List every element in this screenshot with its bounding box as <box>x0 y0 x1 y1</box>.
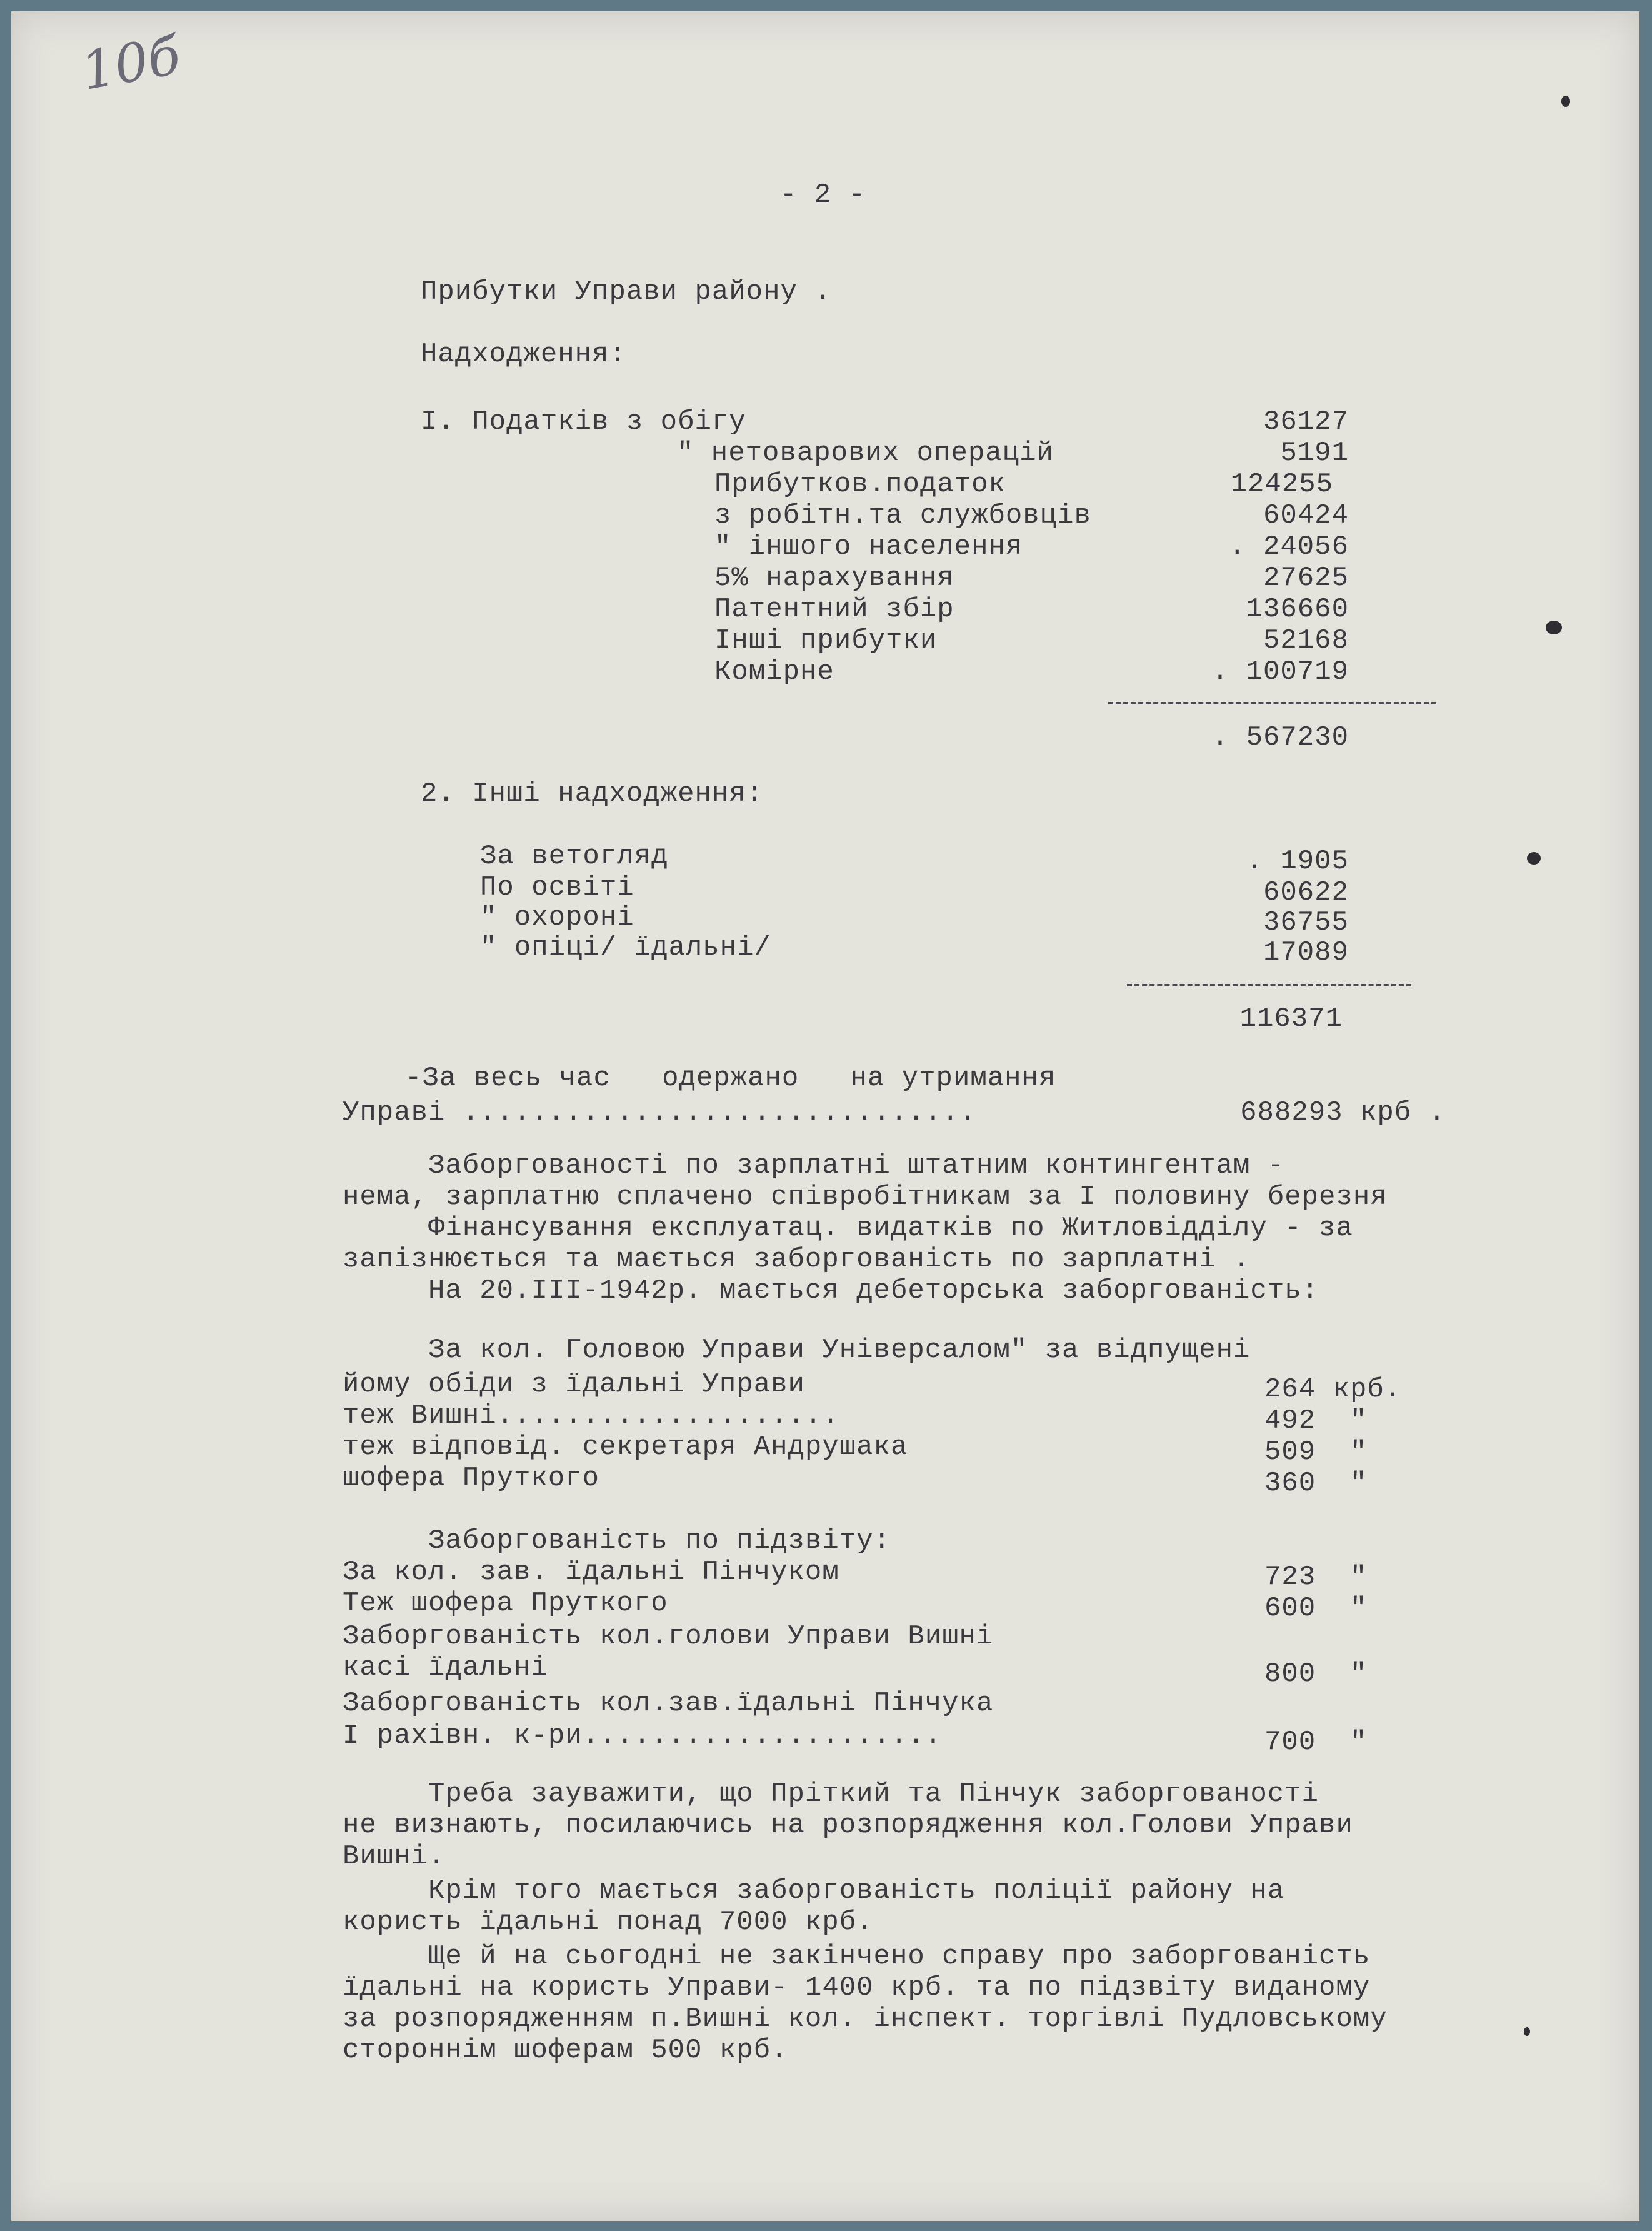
income-item-label: " іншого населення <box>714 531 1023 563</box>
income-item-value: . 24056 <box>1229 531 1349 563</box>
paper-speck <box>1561 96 1570 107</box>
income-item-value: 27625 <box>1263 563 1349 594</box>
summary-amount: 688293 крб . <box>1240 1097 1446 1128</box>
paragraph-line: Вишні. <box>343 1841 446 1872</box>
section-2-heading: 2. Інші надходження: <box>421 778 764 810</box>
income-item-value: 60622 <box>1263 877 1349 908</box>
debt-item-value: 723 " <box>1264 1562 1368 1593</box>
debt-item-label: Заборгованість кол.голови Управи Вишні <box>343 1621 994 1652</box>
paragraph-line: Фінансування експлуатац. видатків по Житловідділу - за <box>343 1213 1353 1244</box>
paragraph-line: нема, зарплатню сплачено співробітникам за І половину березня <box>343 1181 1388 1213</box>
income-item-value: . 100719 <box>1211 656 1349 688</box>
page-number: - 2 - <box>780 179 866 211</box>
paper-speck <box>1546 621 1562 634</box>
income-item-value: 124255 <box>1230 469 1333 500</box>
debt-item-label: За кол. зав. їдальні Пінчуком <box>343 1557 839 1588</box>
subtotal-rule <box>1108 702 1436 704</box>
income-item-label: Комірне <box>714 656 834 688</box>
document-title: Прибутки Управи району . <box>421 276 832 308</box>
debt-item-label: теж Вишні.................... <box>343 1400 839 1431</box>
debt-item-label: касі їдальні <box>343 1652 548 1683</box>
income-item-label: I. Податків з обігу <box>421 406 746 438</box>
debt-item-label: йому обіди з їдальні Управи <box>343 1369 805 1400</box>
debt-item-label: І рахівн. к-ри..................... <box>343 1720 943 1752</box>
income-item-label: " охороні <box>480 902 634 933</box>
paragraph-line: На 20.III-1942р. мається дебеторська заборгованість: <box>343 1275 1319 1306</box>
income-item-value: 60424 <box>1263 500 1349 531</box>
debt-item-value: 509 " <box>1264 1436 1368 1468</box>
income-item-label: Прибутков.податок <box>714 469 1006 500</box>
document-page <box>11 11 1639 2221</box>
income-item-label: По освіті <box>480 872 634 903</box>
income-item-value: 52168 <box>1263 625 1349 656</box>
income-item-label: Патентний збір <box>714 594 954 625</box>
debt-item-label: теж відповід. секретаря Андрушака <box>343 1431 908 1463</box>
debt-item-label: Теж шофера Пруткого <box>343 1588 668 1619</box>
summary-line: -За весь час одержано на утримання <box>405 1063 1056 1094</box>
income-item-label: " нетоварових операцій <box>677 438 1054 469</box>
summary-line: Управі .............................. <box>343 1097 976 1128</box>
debt-item-label: Заборгованість кол.зав.їдальні Пінчука <box>343 1688 994 1719</box>
income-item-value: . 1905 <box>1246 846 1349 877</box>
income-item-label: Інші прибутки <box>714 625 938 656</box>
income-item-value: 17089 <box>1263 937 1349 968</box>
debt-item-value: 700 " <box>1264 1727 1368 1758</box>
income-item-value: 136660 <box>1246 594 1349 625</box>
income-item-label: з робітн.та службовців <box>714 500 1091 531</box>
debts-intro: За кол. Головою Управи Універсалом" за відпущені <box>343 1335 1251 1366</box>
income-item-label: " опіці/ їдальні/ <box>480 932 771 963</box>
debt-item-label: шофера Пруткого <box>343 1463 600 1494</box>
paragraph-line: за розпорядженням п.Вишні кол. інспект. торгівлі Пудловському <box>343 2003 1388 2035</box>
income-item-value: 36127 <box>1263 406 1349 438</box>
paragraph-line: Треба зауважити, що Пріткий та Пінчук заборгованості <box>343 1778 1319 1810</box>
debt-item-value: 264 крб. <box>1264 1374 1402 1405</box>
handwritten-annotation: 10б <box>76 24 185 102</box>
paragraph-line: їдальні на користь Управи- 1400 крб. та по підзвіту виданому <box>343 1972 1371 2003</box>
section-subtitle: Надходження: <box>421 339 626 370</box>
debt-item-value: 600 " <box>1264 1593 1368 1624</box>
income-item-label: За ветогляд <box>480 841 669 872</box>
debt-item-value: 800 " <box>1264 1658 1368 1690</box>
subtotal-rule <box>1127 984 1411 986</box>
income-item-label: 5% нарахування <box>714 563 954 594</box>
paragraph-line: користь їдальні понад 7000 крб. <box>343 1907 874 1938</box>
debts-intro: Заборгованість по підзвіту: <box>343 1525 891 1557</box>
paragraph-line: Ще й на сьогодні не закінчено справу про заборгованість <box>343 1941 1371 1972</box>
debt-item-value: 360 " <box>1264 1468 1368 1499</box>
income-item-value: 5191 <box>1280 438 1349 469</box>
paper-speck <box>1524 2027 1530 2036</box>
section-2-total: 116371 <box>1239 1003 1343 1035</box>
paragraph-line: не визнають, посилаючись на розпорядження кол.Голови Управи <box>343 1810 1353 1841</box>
paragraph-line: Заборгованості по зарплатні штатним контингентам - <box>343 1150 1285 1181</box>
income-item-value: 36755 <box>1263 907 1349 938</box>
paper-speck <box>1527 852 1541 865</box>
section-1-total: . 567230 <box>1211 722 1349 753</box>
paragraph-line: стороннім шоферам 500 крб. <box>343 2035 788 2066</box>
debt-item-value: 492 " <box>1264 1405 1368 1436</box>
paragraph-line: Крім того мається заборгованість поліції району на <box>343 1875 1285 1907</box>
paragraph-line: запізнюється та мається заборгованість по зарплатні . <box>343 1244 1251 1275</box>
